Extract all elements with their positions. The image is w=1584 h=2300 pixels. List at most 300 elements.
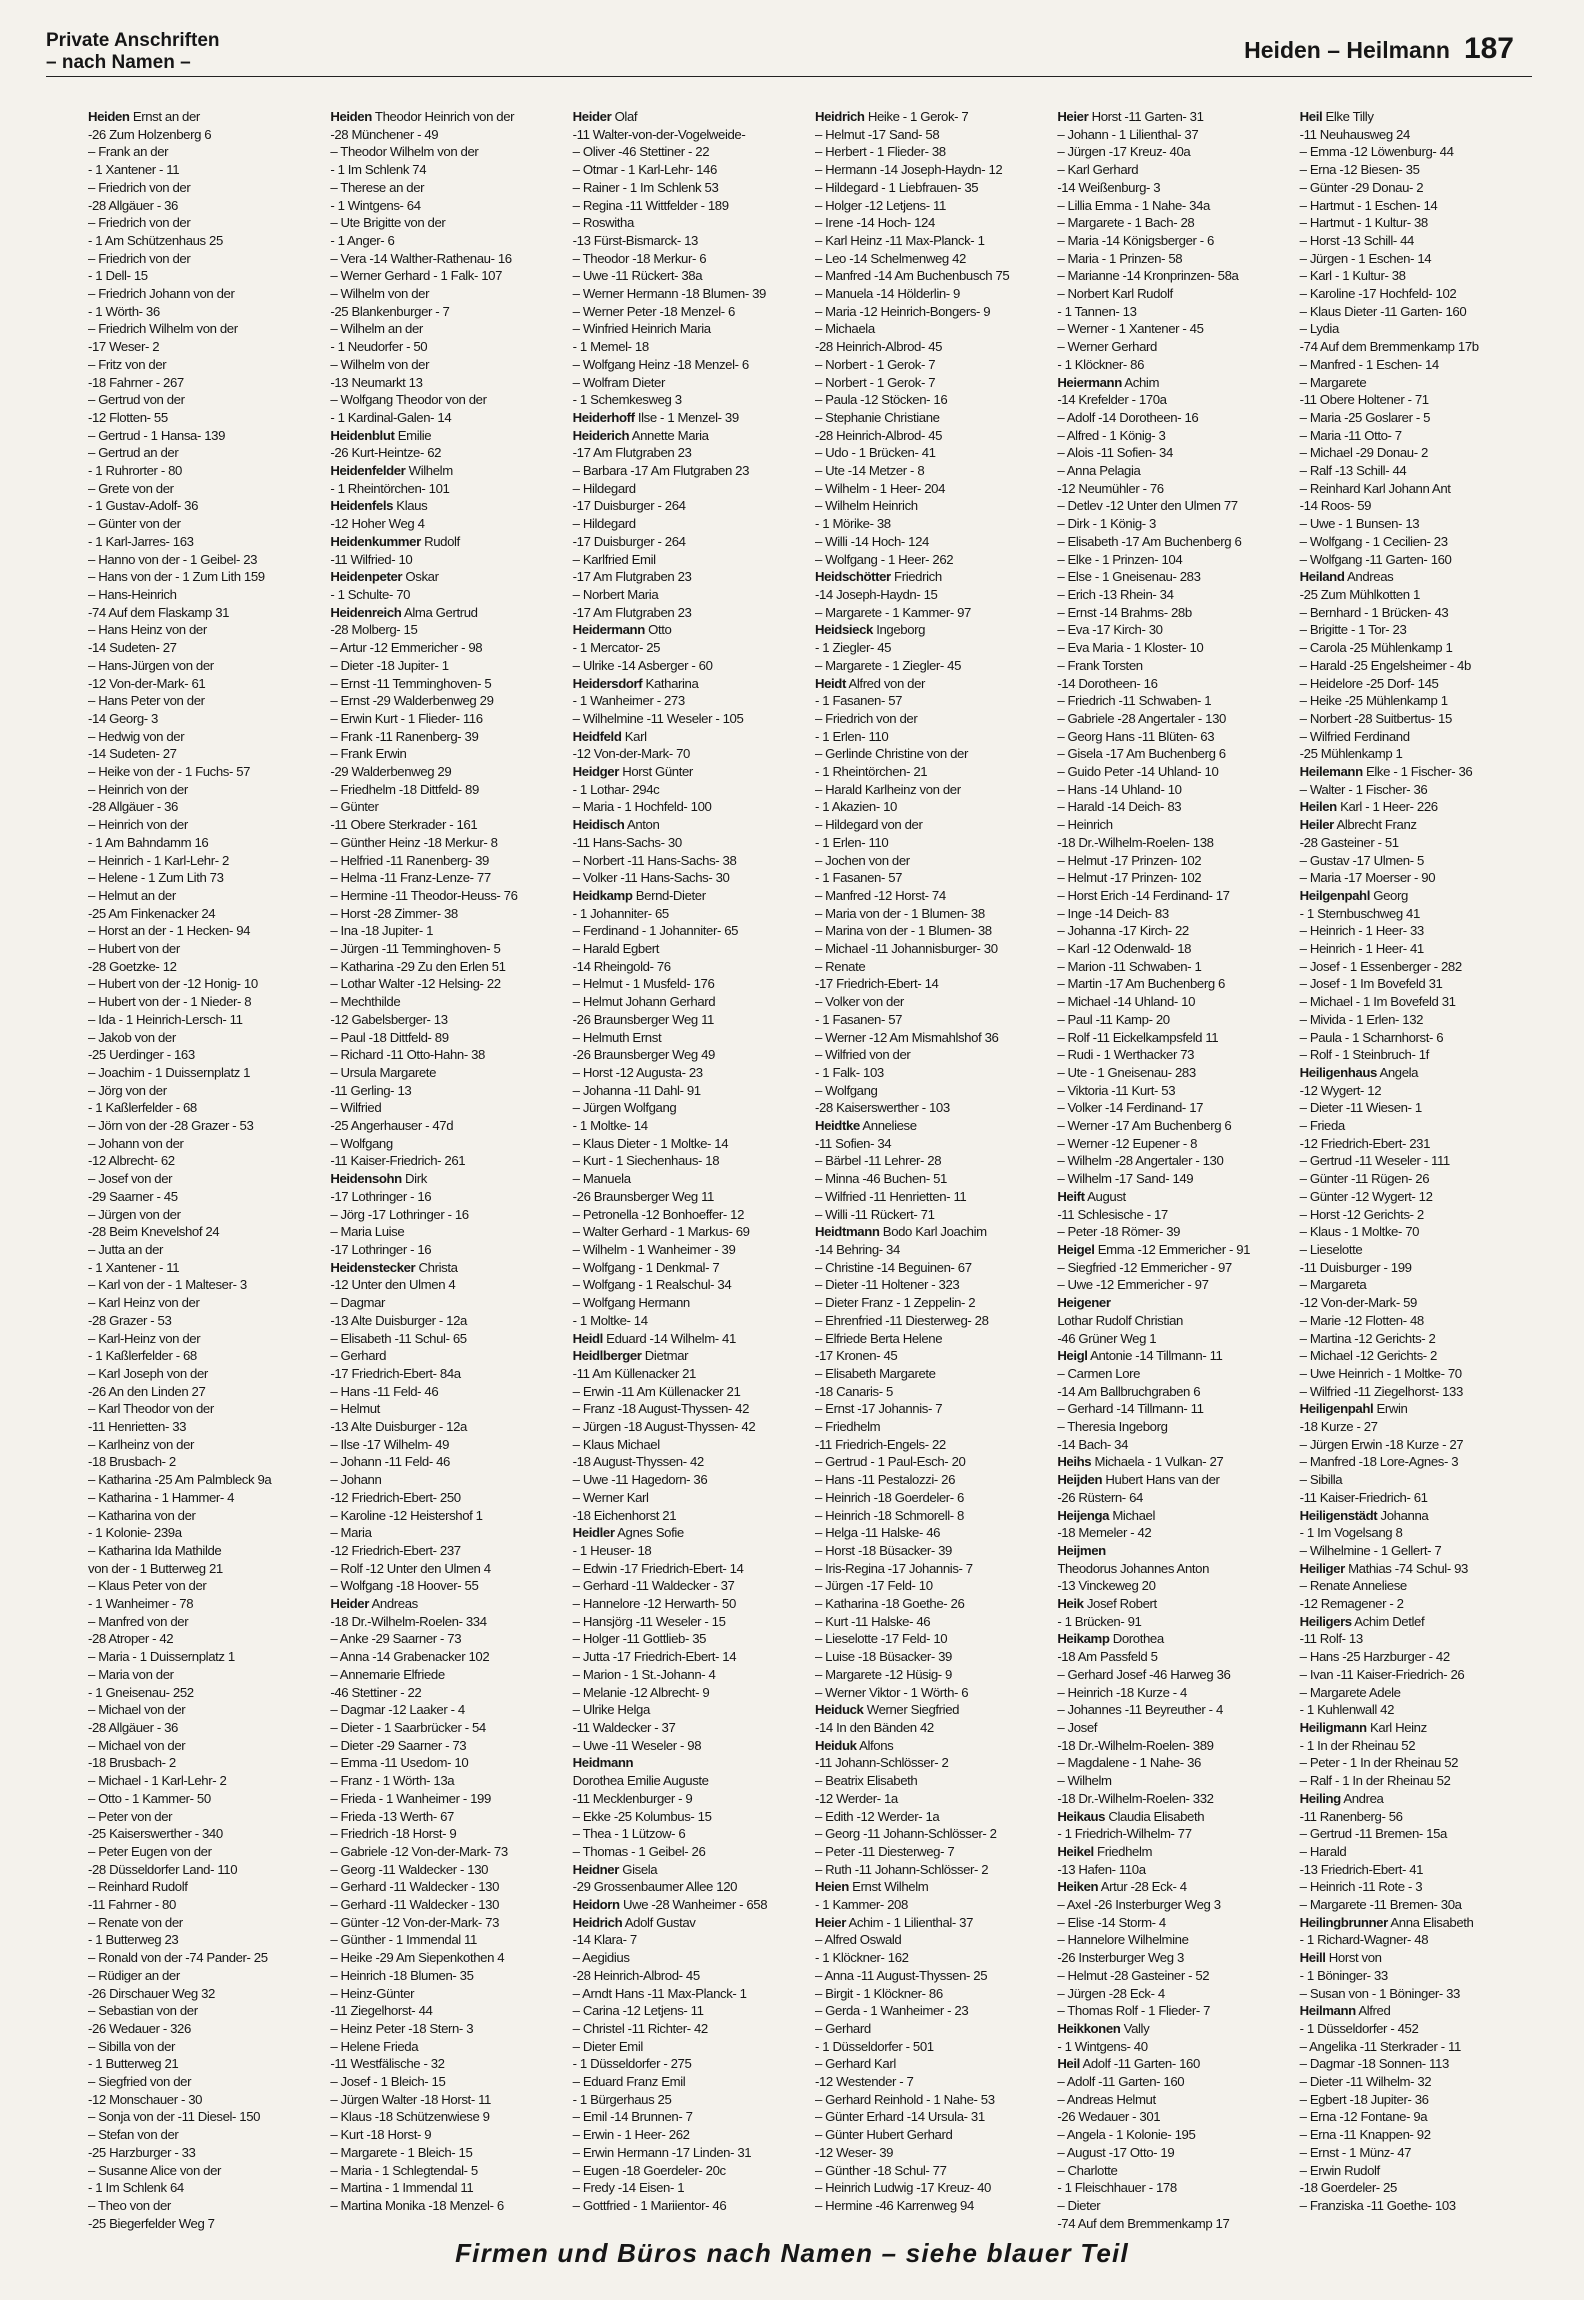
listing-line: -28 Heinrich-Albrod- 45: [814, 339, 943, 355]
listing-line: – Hildegard - 1 Liebfrauen- 35: [814, 179, 979, 195]
listing-line: -17 Duisburger - 264: [572, 533, 686, 549]
surname: Heiligenstädt: [1299, 1507, 1378, 1523]
listing-line: – Dieter -29 Saarner - 73: [330, 1737, 467, 1753]
listing-line: Lothar Rudolf Christian: [1057, 1312, 1183, 1328]
listing-line: – Wolfgang -18 Hoover- 55: [330, 1578, 479, 1594]
listing-line: - 1 Anger- 6: [330, 232, 395, 248]
surname: Heiliger: [1299, 1560, 1345, 1576]
listing-line: – Hartmut - 1 Kultur- 38: [1299, 215, 1428, 231]
listing-line: – Grete von der: [88, 480, 174, 496]
listing-line: – Thomas Rolf - 1 Flieder- 7: [1057, 2003, 1211, 2019]
listing-line: -14 Sudeten- 27: [88, 746, 177, 762]
listing-line: -12 Neumühler - 76: [1057, 480, 1164, 496]
listing-line: – Günter Erhard -14 Ursula- 31: [814, 2109, 985, 2125]
listing-line: -25 Kaiserswerther - 340: [88, 1826, 223, 1842]
listing-line: -13 Fürst-Bismarck- 13: [572, 232, 698, 248]
listing-surname-entry: [1057, 1453, 1285, 1471]
listing-line: – Renate von der: [88, 1914, 183, 1930]
listing-line: – Margarete - 1 Bleich- 15: [330, 2144, 473, 2160]
listing-line: – Hans -11 Pestalozzi- 26: [814, 1472, 956, 1488]
surname: Heilen: [1299, 799, 1337, 815]
listing-line: – Heinrich -18 Schmorell- 8: [814, 1507, 964, 1523]
entry-detail: Rudolf: [420, 533, 460, 549]
listing-line: – Horst -13 Schill- 44: [1299, 232, 1414, 248]
listing-line: – Uwe -11 Weseler - 98: [572, 1737, 702, 1753]
entry-detail: Eduard -14 Wilhelm- 41: [602, 1330, 736, 1346]
listing-line: - 1 Kuhlenwall 42: [1299, 1702, 1395, 1718]
surname: Heigel: [1057, 1242, 1095, 1257]
listing-line: – Wilhelm an der: [330, 321, 423, 337]
listing-line: – Friedrich -18 Horst- 9: [330, 1826, 457, 1842]
listing-line: - 1 Im Schlenk 64: [88, 2180, 184, 2196]
listing-line: - 1 Klöckner- 86: [1057, 356, 1144, 372]
listing-line: – Melanie -12 Albrecht- 9: [572, 1684, 710, 1700]
listing-line: – Theodor -18 Merkur- 6: [572, 250, 707, 266]
listing-line: -28 Beim Knevelshof 24: [88, 1224, 220, 1240]
listing-line: -12 Hoher Weg 4: [330, 516, 425, 532]
listing-line: – Annemarie Elfriede: [330, 1666, 445, 1682]
listing-line: -26 Insterburger Weg 3: [1057, 1950, 1184, 1966]
listing-line: – Wilhelm -28 Angertaler - 130: [1057, 1153, 1224, 1169]
listing-line: – Heinrich von der: [88, 781, 188, 797]
listing-line: – Norbert - 1 Gerok- 7: [814, 374, 936, 390]
listing-line: – Hedwig von der: [88, 728, 185, 744]
listing-line: -14 Roos- 59: [1299, 498, 1372, 514]
listing-line: – Michaela: [814, 321, 875, 337]
listing-line: – Thomas - 1 Geibel- 26: [572, 1843, 706, 1859]
surname: Heihs: [1057, 1454, 1092, 1470]
listing-line: – Lieselotte -17 Feld- 10: [814, 1631, 948, 1647]
entry-detail: Albrecht Franz: [1333, 817, 1417, 833]
surname: Heider: [330, 1596, 369, 1612]
listing-surname-entry: [330, 533, 558, 551]
listing-line: -26 Zum Holzenberg 6: [88, 126, 212, 142]
listing-line: – Uwe -12 Emmericher - 97: [1057, 1277, 1209, 1293]
listing-line: – Friedrich Wilhelm von der: [88, 321, 238, 337]
listing-surname-entry: [1300, 1790, 1528, 1808]
listing-line: – Gottfried - 1 Mariientor- 46: [572, 2197, 727, 2213]
listing-line: – Kurt -11 Halske- 46: [814, 1613, 931, 1629]
listing-surname-entry: [330, 1170, 558, 1188]
listing-line: – Christel -11 Richter- 42: [572, 2020, 708, 2036]
listing-line: – Hans -11 Feld- 46: [330, 1383, 439, 1399]
surname: Heidt: [814, 675, 846, 691]
listing-line: -28 Allgäuer - 36: [88, 799, 178, 815]
listing-line: -12 Flotten- 55: [88, 409, 168, 425]
listing-line: – Paula - 1 Scharnhorst- 6: [1299, 1029, 1444, 1045]
listing-columns: [88, 108, 1528, 2231]
listing-line: – Margareta: [1299, 1277, 1367, 1293]
listing-line: – Johann - 1 Lilienthal- 37: [1057, 126, 1199, 142]
listing-line: -14 In den Bänden 42: [814, 1719, 934, 1735]
listing-line: – Manuela: [572, 1171, 631, 1187]
listing-line: -11 Mecklenburger - 9: [572, 1790, 693, 1806]
listing-line: - 1 Butterweg 23: [88, 1932, 179, 1948]
listing-line: – Maria -17 Moerser - 90: [1299, 870, 1436, 886]
listing-line: -28 Münchener - 49: [330, 126, 439, 142]
entry-detail: Ilse - 1 Menzel- 39: [634, 409, 739, 425]
listing-line: – Hans -25 Harzburger - 42: [1299, 1649, 1450, 1665]
listing-line: – Petronella -12 Bonhoeffer- 12: [572, 1206, 745, 1222]
listing-line: – Sibilla von der: [88, 2038, 176, 2054]
listing-line: – Elke - 1 Prinzen- 104: [1057, 551, 1183, 567]
listing-surname-entry: [815, 568, 1043, 586]
listing-line: – Ute -14 Metzer - 8: [814, 463, 925, 479]
listing-line: – Ralf -13 Schill- 44: [1299, 463, 1407, 479]
listing-line: – Reinhard Karl Johann Ant: [1299, 480, 1451, 496]
listing-line: – Artur -12 Emmericher - 98: [330, 640, 483, 656]
listing-line: – Siegfried von der: [88, 2074, 192, 2090]
entry-detail: Friedrich: [890, 569, 942, 585]
listing-line: – Erich -13 Rhein- 34: [1057, 586, 1174, 602]
listing-line: – Karl von der - 1 Malteser- 3: [88, 1277, 247, 1293]
listing-line: - 1 Kolonie- 239a: [88, 1525, 182, 1541]
listing-line: - 1 Dell- 15: [88, 268, 148, 284]
section-heading-line2: – nach Namen –: [46, 52, 191, 73]
listing-surname-entry: [330, 1595, 558, 1613]
listing-line: – Klaus -18 Schützenwiese 9: [330, 2109, 490, 2125]
listing-surname-entry: [1057, 1878, 1285, 1896]
listing-line: -12 Von-der-Mark- 61: [88, 675, 206, 691]
listing-line: - 1 Richard-Wagner- 48: [1299, 1932, 1429, 1948]
listing-surname-entry: [1300, 798, 1528, 816]
listing-surname-entry: [1300, 816, 1528, 834]
listing-line: -17 Lothringer - 16: [330, 1188, 432, 1204]
listing-line: – Helene - 1 Zum Lith 73: [88, 870, 224, 886]
entry-detail: Claudia Elisabeth: [1105, 1808, 1205, 1824]
listing-line: – Maria: [330, 1525, 372, 1541]
listing-line: – Karlfried Emil: [572, 551, 656, 567]
listing-line: – Carina -12 Letjens- 11: [572, 2003, 704, 2019]
listing-line: – Katharina - 1 Hammer- 4: [88, 1489, 235, 1505]
listing-line: – Michael -12 Gerichts- 2: [1299, 1348, 1437, 1364]
listing-surname-entry: [1057, 1188, 1285, 1206]
entry-detail: Bodo Karl Joachim: [879, 1224, 987, 1240]
listing-line: -29 Walderbenweg 29: [330, 764, 452, 780]
listing-line: – Guido Peter -14 Uhland- 10: [1057, 764, 1219, 780]
listing-line: – Lydia: [1299, 321, 1339, 337]
entry-detail: Antonie -14 Tillmann- 11: [1087, 1348, 1223, 1364]
listing-line: – Ernst -29 Walderbenweg 29: [330, 693, 494, 709]
listing-line: – Theodor Wilhelm von der: [330, 144, 479, 160]
entry-detail: Michael: [1109, 1507, 1155, 1523]
listing-line: – Anna Pelagia: [1057, 463, 1141, 479]
listing-surname-entry: [815, 1878, 1043, 1896]
listing-line: – Michael -29 Donau- 2: [1299, 445, 1428, 461]
listing-line: – Helmut -17 Prinzen- 102: [1057, 852, 1202, 868]
listing-line: – Leo -14 Schelmenweg 42: [814, 250, 966, 266]
listing-line: -28 Allgäuer - 36: [88, 1719, 178, 1735]
listing-line: – Frank Erwin: [330, 746, 407, 762]
listing-line: -14 Weißenburg- 3: [1057, 179, 1161, 195]
listing-line: – Uwe - 1 Bunsen- 13: [1299, 516, 1420, 532]
listing-line: – Wilhelm: [1057, 1773, 1112, 1789]
listing-line: – Rüdiger an der: [88, 1967, 180, 1983]
entry-detail: Mathias -74 Schul- 93: [1344, 1560, 1468, 1576]
listing-line: – Heinrich - 1 Heer- 41: [1299, 941, 1424, 957]
listing-line: – Karlheinz von der: [88, 1436, 195, 1452]
listing-line: – Heinrich -11 Rote - 3: [1299, 1879, 1423, 1895]
surname: Heidlberger: [572, 1348, 642, 1364]
listing-line: – Günter -11 Rügen- 26: [1299, 1171, 1430, 1187]
listing-line: – Wolfgang Heinz -18 Menzel- 6: [572, 356, 749, 372]
listing-line: -18 Canaris- 5: [814, 1383, 893, 1399]
listing-line: – Mechthilde: [330, 994, 401, 1010]
surname: Heilgenpahl: [1299, 887, 1370, 903]
listing-line: - 1 Erlen- 110: [814, 728, 889, 744]
listing-line: - 1 Kardinal-Galen- 14: [330, 409, 452, 425]
listing-line: - 1 Wörth- 36: [88, 303, 160, 319]
listing-surname-entry: [1300, 2002, 1528, 2020]
surname: Heiling: [1299, 1790, 1341, 1806]
listing-line: – Karl-Heinz von der: [88, 1330, 201, 1346]
listing-line: – Minna -46 Buchen- 51: [814, 1171, 947, 1187]
listing-line: -11 Kaiser-Friedrich- 61: [1299, 1489, 1428, 1505]
listing-line: – Susanne Alice von der: [88, 2162, 222, 2178]
listing-line: – Katharina -18 Goethe- 26: [814, 1596, 965, 1612]
listing-line: – Volker -11 Hans-Sachs- 30: [572, 870, 730, 886]
listing-line: -11 Hans-Sachs- 30: [572, 834, 682, 850]
listing-line: – Peter -11 Diesterweg- 7: [814, 1843, 955, 1859]
surname: Heidtke: [814, 1118, 860, 1134]
listing-line: – Eva Maria - 1 Kloster- 10: [1057, 640, 1204, 656]
listing-line: – Heinrich Ludwig -17 Kreuz- 40: [814, 2180, 991, 2196]
listing-line: – Georg Hans -11 Blüten- 63: [1057, 728, 1215, 744]
listing-line: -11 Neuhausweg 24: [1299, 126, 1410, 142]
listing-line: – Heinrich: [1057, 817, 1113, 833]
listing-line: – Heike -29 Am Siepenkothen 4: [330, 1950, 505, 1966]
listing-line: – Rolf -12 Unter den Ulmen 4: [330, 1560, 491, 1576]
listing-line: – Joachim - 1 Duissernplatz 1: [88, 1064, 251, 1080]
listing-line: – Werner Viktor - 1 Wörth- 6: [814, 1684, 969, 1700]
listing-line: – Charlotte: [1057, 2162, 1118, 2178]
entry-detail: Emilie: [394, 427, 432, 443]
listing-surname-entry: [1300, 1719, 1528, 1737]
listing-surname-entry: [573, 816, 801, 834]
entry-detail: Johanna: [1377, 1507, 1429, 1523]
entry-detail: Anton: [624, 817, 660, 833]
listing-line: – Margarete - 1 Ziegler- 45: [814, 657, 962, 673]
listing-line: – Heinrich -18 Goerdeler- 6: [814, 1489, 964, 1505]
listing-line: – Hermine -46 Karrenweg 94: [814, 2197, 974, 2213]
listing-line: – Horst -28 Zimmer- 38: [330, 905, 458, 921]
name-range: Heiden – Heilmann: [1244, 37, 1450, 63]
listing-line: – Iris-Regina -17 Johannis- 7: [814, 1560, 973, 1576]
listing-surname-entry: [573, 763, 801, 781]
listing-line: -14 Am Ballbruchgraben 6: [1057, 1383, 1201, 1399]
surname: Heiligenpahl: [1299, 1401, 1374, 1417]
listing-line: – Lillia Emma - 1 Nahe- 34a: [1057, 197, 1210, 213]
listing-line: – Wolfgang: [814, 1082, 878, 1098]
listing-line: – Karl -12 Odenwald- 18: [1057, 941, 1192, 957]
surname: Heidenstecker: [330, 1259, 416, 1275]
entry-detail: Horst Günter: [618, 764, 693, 780]
listing-line: – Ernst -11 Temminghoven- 5: [330, 675, 492, 691]
surname: Heidschötter: [814, 569, 891, 585]
listing-line: - 1 Sternbuschweg 41: [1299, 905, 1420, 921]
listing-line: – Johann von der: [88, 1135, 184, 1151]
listing-line: – Gertrud von der: [88, 392, 185, 408]
listing-surname-entry: [815, 1117, 1043, 1135]
listing-line: -26 Kurt-Heintze- 62: [330, 445, 442, 461]
listing-surname-entry: [1057, 1294, 1285, 1312]
surname: Heigl: [1057, 1348, 1088, 1364]
listing-line: - 1 Fasanen- 57: [814, 1011, 903, 1027]
listing-line: -11 Schlesische - 17: [1057, 1206, 1168, 1222]
listing-line: – Maria -12 Heinrich-Bongers- 9: [814, 303, 991, 319]
listing-line: – Gerhard -11 Waldecker - 130: [330, 1897, 500, 1913]
entry-detail: Elke Tilly: [1322, 109, 1374, 124]
listing-line: – Wilhelmine - 1 Gellert- 7: [1299, 1542, 1442, 1558]
surname: Heil: [1057, 2056, 1080, 2072]
listing-line: – Gerhard -11 Waldecker - 130: [330, 1879, 500, 1895]
section-heading-line1: Private Anschriften: [46, 30, 220, 51]
surname: Heiler: [1299, 817, 1334, 833]
listing-line: – Fritz von der: [88, 356, 167, 372]
listing-surname-entry: [573, 1754, 801, 1772]
listing-line: – Heinrich - 1 Karl-Lehr- 2: [88, 852, 229, 868]
listing-line: – Josef von der: [88, 1171, 173, 1187]
listing-line: – Beatrix Elisabeth: [814, 1773, 918, 1789]
listing-surname-entry: [815, 1223, 1043, 1241]
listing-line: – Dieter -11 Holtener - 323: [814, 1277, 960, 1293]
listing-line: – Anke -29 Saarner - 73: [330, 1631, 462, 1647]
surname: Heidenfels: [330, 498, 394, 514]
listing-line: - 1 Im Vogelsang 8: [1299, 1525, 1403, 1541]
listing-line: – Günther -18 Schul- 77: [814, 2162, 947, 2178]
listing-line: -28 Allgäuer - 36: [88, 197, 178, 213]
listing-line: – Adolf -14 Dorotheen- 16: [1057, 409, 1199, 425]
listing-line: – Winfried Heinrich Maria: [572, 321, 711, 337]
listing-line: -11 Am Küllenacker 21: [572, 1365, 696, 1381]
listing-line: Dorothea Emilie Auguste: [572, 1773, 709, 1789]
listing-line: - 1 Klöckner- 162: [814, 1950, 909, 1966]
listing-line: – Willi -14 Hoch- 124: [814, 533, 929, 549]
listing-line: - 1 Karl-Jarres- 163: [88, 533, 194, 549]
listing-line: - 1 Am Bahndamm 16: [88, 834, 209, 850]
entry-detail: Bernd-Dieter: [632, 887, 706, 903]
listing-line: - 1 Wintgens- 40: [1057, 2038, 1148, 2054]
listing-line: – Heinz-Günter: [330, 1985, 415, 2001]
listing-line: – Wilhelm - 1 Heer- 204: [814, 480, 946, 496]
listing-line: - 1 Düsseldorfer - 452: [1299, 2020, 1419, 2036]
listing-line: – Günter: [330, 799, 379, 815]
surname: Heiligenhaus: [1299, 1064, 1377, 1080]
listing-line: – Georg -11 Waldecker - 130: [330, 1861, 489, 1877]
surname: Heil: [1299, 109, 1323, 124]
listing-line: – Friedhelm -18 Dittfeld- 89: [330, 781, 479, 797]
entry-detail: Oskar: [402, 569, 439, 585]
listing-line: – Regina -11 Wittfelder - 189: [572, 197, 729, 213]
surname: Heikel: [1057, 1843, 1094, 1859]
listing-line: – Klaus Peter von der: [88, 1578, 207, 1594]
listing-line: – Dagmar: [330, 1295, 386, 1311]
listing-line: – Hermann -14 Joseph-Haydn- 12: [814, 162, 1003, 178]
listing-line: – Dieter Franz - 1 Zeppelin- 2: [814, 1295, 976, 1311]
listing-line: -18 Dr.-Wilhelm-Roelen- 389: [1057, 1737, 1214, 1753]
listing-line: – Ruth -11 Johann-Schlösser- 2: [814, 1861, 989, 1877]
listing-line: – Gustav -17 Ulmen- 5: [1299, 852, 1424, 868]
listing-line: – Gerhard -14 Tillmann- 11: [1057, 1401, 1204, 1417]
listing-line: – Ivan -11 Kaiser-Friedrich- 26: [1299, 1666, 1465, 1682]
listing-line: – Karoline -12 Heistershof 1: [330, 1507, 483, 1523]
listing-line: – Eduard Franz Emil: [572, 2074, 686, 2090]
surname: Heiden: [88, 109, 130, 124]
surname: Heidtmann: [814, 1224, 880, 1240]
listing-line: – Hans -14 Uhland- 10: [1057, 781, 1182, 797]
entry-detail: Alfred von der: [845, 675, 926, 691]
surname: Heikamp: [1057, 1631, 1110, 1647]
listing-surname-entry: [1057, 1347, 1285, 1365]
listing-line: – Emil -14 Brunnen- 7: [572, 2109, 693, 2125]
listing-surname-entry: [330, 427, 558, 445]
listing-line: – Holger -12 Letjens- 11: [814, 197, 946, 213]
listing-line: – Hanno von der - 1 Geibel- 23: [88, 551, 258, 567]
listing-line: – Horst Erich -14 Ferdinand- 17: [1057, 887, 1230, 903]
surname: Heidenreich: [330, 604, 402, 620]
listing-surname-entry: [573, 1524, 801, 1542]
listing-line: – Volker von der: [814, 994, 904, 1010]
listing-line: -28 Gasteiner - 51: [1299, 834, 1399, 850]
surname: Heiduk: [814, 1737, 857, 1753]
listing-line: – Michael -14 Uhland- 10: [1057, 994, 1196, 1010]
listing-line: – Werner Peter -18 Menzel- 6: [572, 303, 735, 319]
listing-line: – Angelika -11 Sterkrader - 11: [1299, 2038, 1461, 2054]
listing-surname-entry: [330, 462, 558, 480]
listing-line: – Heinrich von der: [88, 817, 188, 833]
listing-line: – Margarete -11 Bremen- 30a: [1299, 1897, 1462, 1913]
listing-surname-entry: [330, 497, 558, 515]
listing-line: – Helmut - 1 Musfeld- 176: [572, 976, 715, 992]
listing-line: – Renate Anneliese: [1299, 1578, 1407, 1594]
listing-line: - 1 Düsseldorfer - 275: [572, 2056, 692, 2072]
listing-surname-entry: [573, 728, 801, 746]
surname: Heilingbrunner: [1299, 1914, 1388, 1930]
listing-line: - 1 Schulte- 70: [330, 586, 411, 602]
listing-surname-entry: [1300, 1914, 1528, 1932]
listing-line: – Hansjörg -11 Weseler - 15: [572, 1613, 726, 1629]
listing-line: -26 Wedauer - 326: [88, 2020, 191, 2036]
surname: Heik: [1057, 1596, 1084, 1612]
listing-line: – Ernst -14 Brahms- 28b: [1057, 604, 1192, 620]
listing-line: – Carola -25 Mühlenkamp 1: [1299, 640, 1453, 656]
listing-line: – Oliver -46 Stettiner - 22: [572, 144, 710, 160]
listing-line: -11 Obere Sterkrader - 161: [330, 817, 478, 833]
listing-line: -17 Am Flutgraben 23: [572, 569, 692, 585]
surname: Heidorn: [572, 1897, 620, 1913]
listing-line: – Maria - 1 Hochfeld- 100: [572, 799, 712, 815]
listing-line: -18 Dr.-Wilhelm-Roelen- 334: [330, 1613, 487, 1629]
listing-line: – Gerhard -11 Waldecker - 37: [572, 1578, 735, 1594]
listing-surname-entry: [1300, 1064, 1528, 1082]
listing-line: – Josef - 1 Bleich- 15: [330, 2074, 446, 2090]
listing-line: – Marie -12 Flotten- 48: [1299, 1312, 1424, 1328]
entry-detail: Andreas: [368, 1596, 418, 1612]
surname: Heijenga: [1057, 1507, 1110, 1523]
entry-detail: Andrea: [1340, 1790, 1384, 1806]
listing-line: – Heinrich -18 Kurze - 4: [1057, 1684, 1187, 1700]
listing-column-2: [330, 108, 558, 2213]
listing-line: – Hartmut - 1 Eschen- 14: [1299, 197, 1438, 213]
listing-line: - 1 Xantener - 11: [88, 162, 180, 178]
entry-detail: Uwe -28 Wanheimer - 658: [619, 1897, 768, 1913]
listing-line: -17 Duisburger - 264: [572, 498, 686, 514]
listing-line: – Sibilla: [1299, 1472, 1343, 1488]
listing-line: - 1 Im Schlenk 74: [330, 162, 427, 178]
listing-line: – Katharina -29 Zu den Erlen 51: [330, 958, 506, 974]
listing-line: -11 Sofien- 34: [814, 1135, 892, 1151]
listing-line: -12 Monschauer - 30: [88, 2091, 203, 2107]
